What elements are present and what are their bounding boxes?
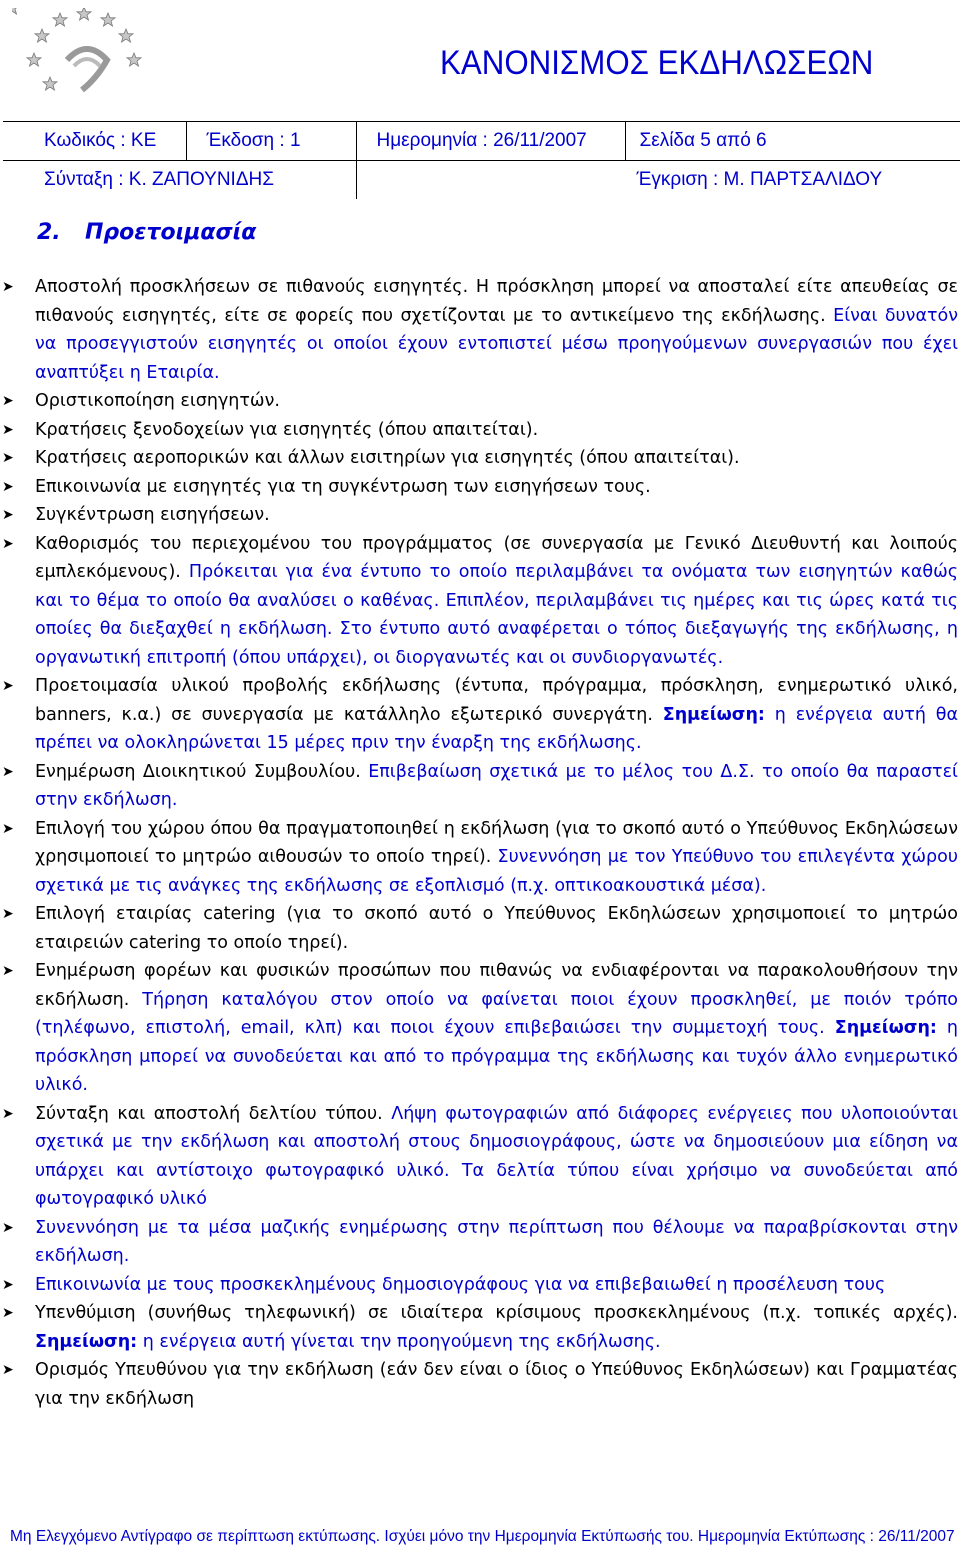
section-title: Προετοιμασία <box>85 220 257 245</box>
list-item-text: η ενέργεια αυτή θα πρέπει να ολοκληρώνεται 15 μέρες πριν την έναρξη της εκδήλωσης. <box>35 704 958 753</box>
list-item <box>0 273 960 387</box>
list-item-text: Αποστολή προσκλήσεων σε πιθανούς εισηγητές. Η πρόσκληση μπορεί να αποσταλεί είτε απευθείας σε πιθανούς εισηγητές, είτε σε φορείς που σχετίζονται με το αντικείμενο της εκδήλωσης. <box>35 277 958 326</box>
list-item-text: Συνεννόηση με τα μέσα μαζικής ενημέρωσης στην περίπτωση που θέλουμε να παραβρίσκονται στην εκδήλωση. <box>35 1217 958 1266</box>
arrow-bullet-icon: ➤ <box>2 450 14 466</box>
list-item <box>0 1356 960 1413</box>
list-item-text: Καθορισμός του περιεχομένου του προγράμματος (σε συνεργασία με Γενικό Διευθυντή και λοιπούς εμπλεκόμενους). <box>35 533 958 582</box>
document-code: Κωδικός : ΚΕ <box>3 122 186 161</box>
list-item-text: Ενημέρωση φορέων και φυσικών προσώπων που πιθανώς να ενδιαφέρονται να παρακολουθήσουν την εκδήλωση. <box>35 961 958 1010</box>
arrow-bullet-icon: ➤ <box>2 535 14 552</box>
list-item <box>0 1100 960 1214</box>
arrow-bullet-icon: ➤ <box>2 507 14 523</box>
list-item-text: Είναι δυνατόν να προσεγγιστούν εισηγητές οι οποίοι έχουν εντοπιστεί μέσω προηγούμενων συνεργασιών που έχει αναπτύξει η Εταιρία. <box>35 305 958 383</box>
arrow-bullet-icon: ➤ <box>2 1219 14 1236</box>
arrow-bullet-icon: ➤ <box>2 963 14 979</box>
list-item-text: Ενημέρωση Διοικητικού Συμβουλίου. <box>35 761 369 782</box>
list-item-text: Επικοινωνία με τους προσκεκλημένους δημοσιογράφους για να επιβεβαιωθεί η προσέλευση τους <box>35 1274 886 1295</box>
document-date: Ημερομηνία : 26/11/2007 <box>356 122 625 161</box>
list-item-text: Κρατήσεις ξενοδοχείων για εισηγητές (όπου απαιτείται). <box>35 419 539 440</box>
list-item-text: Επικοινωνία με εισηγητές για τη συγκέντρωση των εισηγήσεων τους. <box>35 476 651 497</box>
section-number: 2. <box>37 220 61 245</box>
eu-stars-logo-icon <box>12 8 162 104</box>
document-author: Σύνταξη : Κ. ΖΑΠΟΥΝΙΔΗΣ <box>3 161 356 200</box>
list-item-text: Πρόκειται για ένα έντυπο το οποίο περιλαμβάνει τα ονόματα των εισηγητών καθώς και το θέμα το οποίο θα αναλύσει ο καθένας. Επιπλέον, περιλαμβάνει τις ημέρες και τις ώρες κατά τις οποίες θα διεξαχθεί η εκδήλωση. Στο έντυπο αυτό αναφέρεται ο τόπος διεξαγωγής της εκδήλωσης, η οργανωτική επιτροπή (όπου υπάρχει), οι διοργανωτές και οι συνδιοργανωτές. <box>35 562 959 668</box>
list-item <box>0 815 960 901</box>
list-item-text: η πρόσκληση μπορεί να συνοδεύεται και από το πρόγραμμα της εκδήλωσης και τυχόν άλλο ενημερωτικό υλικό. <box>35 1018 959 1095</box>
list-item-text: Λήψη φωτογραφιών από διάφορες ενέργειες που υλοποιούνται σχετικά με την εκδήλωση και αποστολή στους δημοσιογράφους, ώστε να δημοσιεύουν μια είδηση να υπάρχει και αντίστοιχο φωτογραφικό υλικό. Τα δελτία τύπου είναι χρήσιμο να συνοδεύεται από φωτογραφικό υλικό <box>35 1103 958 1209</box>
arrow-bullet-icon: ➤ <box>2 763 14 780</box>
list-item-text: Επιλογή εταιρίας catering (για το σκοπό αυτό ο Υπεύθυνος Εκδηλώσεων χρησιμοποιεί το μητρώο εταιρειών catering το οποίο τηρεί). <box>35 904 958 953</box>
note-label: Σημείωση: <box>662 704 765 725</box>
list-item <box>0 473 960 502</box>
arrow-bullet-icon: ➤ <box>2 1362 14 1378</box>
list-item-text: Συγκέντρωση εισηγήσεων. <box>35 505 270 525</box>
arrow-bullet-icon: ➤ <box>2 478 14 495</box>
note-label: Σημείωση: <box>35 1331 138 1352</box>
list-item-text: Ορισμός Υπευθύνου για την εκδήλωση (εάν δεν είναι ο ίδιος ο Υπεύθυνος Εκδηλώσεων) και Γραμματέας για την εκδήλωση <box>35 1360 958 1409</box>
procedure-list <box>0 273 960 1413</box>
list-item <box>0 501 960 530</box>
document-info-table <box>3 121 960 199</box>
note-label: Σημείωση: <box>834 1018 937 1038</box>
arrow-bullet-icon: ➤ <box>2 820 14 837</box>
document-approval: Έγκριση : Μ. ΠΑΡΤΣΑΛΙΔΟΥ <box>356 161 960 200</box>
arrow-bullet-icon: ➤ <box>2 421 14 438</box>
arrow-bullet-icon: ➤ <box>2 1276 14 1293</box>
list-item-text: Επιβεβαίωση σχετικά με το μέλος του Δ.Σ. το οποίο θα παραστεί στην εκδήλωση. <box>35 761 958 810</box>
list-item <box>0 444 960 473</box>
list-item <box>0 957 960 1100</box>
list-item <box>0 758 960 815</box>
list-item <box>0 900 960 957</box>
list-item-text: Υπενθύμιση (συνήθως τηλεφωνική) σε ιδιαίτερα κρίσιμους προσκεκλημένους (π.χ. τοπικές αρχές). <box>35 1303 958 1323</box>
list-item-text: Κρατήσεις αεροπορικών και άλλων εισιτηρίων για εισηγητές (όπου απαιτείται). <box>35 448 740 468</box>
list-item <box>0 1271 960 1300</box>
list-item-text: Τήρηση καταλόγου στον οποίο να φαίνεται ποιοι έχουν προσκληθεί, με ποιόν τρόπο (τηλέφωνο, επιστολή, email, κλπ) και ποιοι έχουν επιβεβαιώσει την συμμετοχή τους. <box>35 989 958 1038</box>
list-item-text: η ενέργεια αυτή γίνεται την προηγούμενη της εκδήλωσης. <box>137 1331 661 1352</box>
list-item-text: Συνεννόηση με τον Υπεύθυνο του επιλεγέντα χώρου σχετικά με τις ανάγκες της εκδήλωσης σε εξοπλισμό (π.χ. οπτικοακουστικά μέσα). <box>35 847 958 896</box>
list-item <box>0 416 960 445</box>
list-item <box>0 672 960 758</box>
page-number: Σελίδα 5 από 6 <box>625 122 960 161</box>
document-title: ΚΑΝΟΝΙΣΜΟΣ ΕΚΔΗΛΩΣΕΩΝ <box>440 44 874 82</box>
arrow-bullet-icon: ➤ <box>2 1105 14 1122</box>
list-item <box>0 387 960 416</box>
document-edition: Έκδοση : 1 <box>186 122 356 161</box>
list-item <box>0 1214 960 1271</box>
arrow-bullet-icon: ➤ <box>2 906 14 922</box>
arrow-bullet-icon: ➤ <box>2 678 14 694</box>
arrow-bullet-icon: ➤ <box>2 393 14 409</box>
arrow-bullet-icon: ➤ <box>2 279 14 295</box>
page-footer: Μη Ελεγχόμενο Αντίγραφο σε περίπτωση εκτύπωσης. Ισχύει μόνο την Ημερομηνία Εκτύπωσής του. Ημερομηνία Εκτύπωσης : 26/11/2007 <box>10 1528 955 1545</box>
list-item-text: Οριστικοποίηση εισηγητών. <box>35 391 280 411</box>
list-item-text: Σύνταξη και αποστολή δελτίου τύπου. <box>35 1103 392 1124</box>
list-item-text: Προετοιμασία υλικού προβολής εκδήλωσης (έντυπα, πρόγραμμα, πρόσκληση, ενημερωτικό υλικό, banners, κ.α.) σε συνεργασία με κατάλληλο εξωτερικό συνεργάτη. <box>35 676 958 725</box>
section-heading <box>37 220 256 245</box>
list-item <box>0 1299 960 1356</box>
list-item <box>0 530 960 673</box>
arrow-bullet-icon: ➤ <box>2 1305 14 1321</box>
list-item-text: Επιλογή του χώρου όπου θα πραγματοποιηθεί η εκδήλωση (για το σκοπό αυτό ο Υπεύθυνος Εκδηλώσεων χρησιμοποιεί το μητρώο αιθουσών το οποίο τηρεί). <box>35 818 958 867</box>
